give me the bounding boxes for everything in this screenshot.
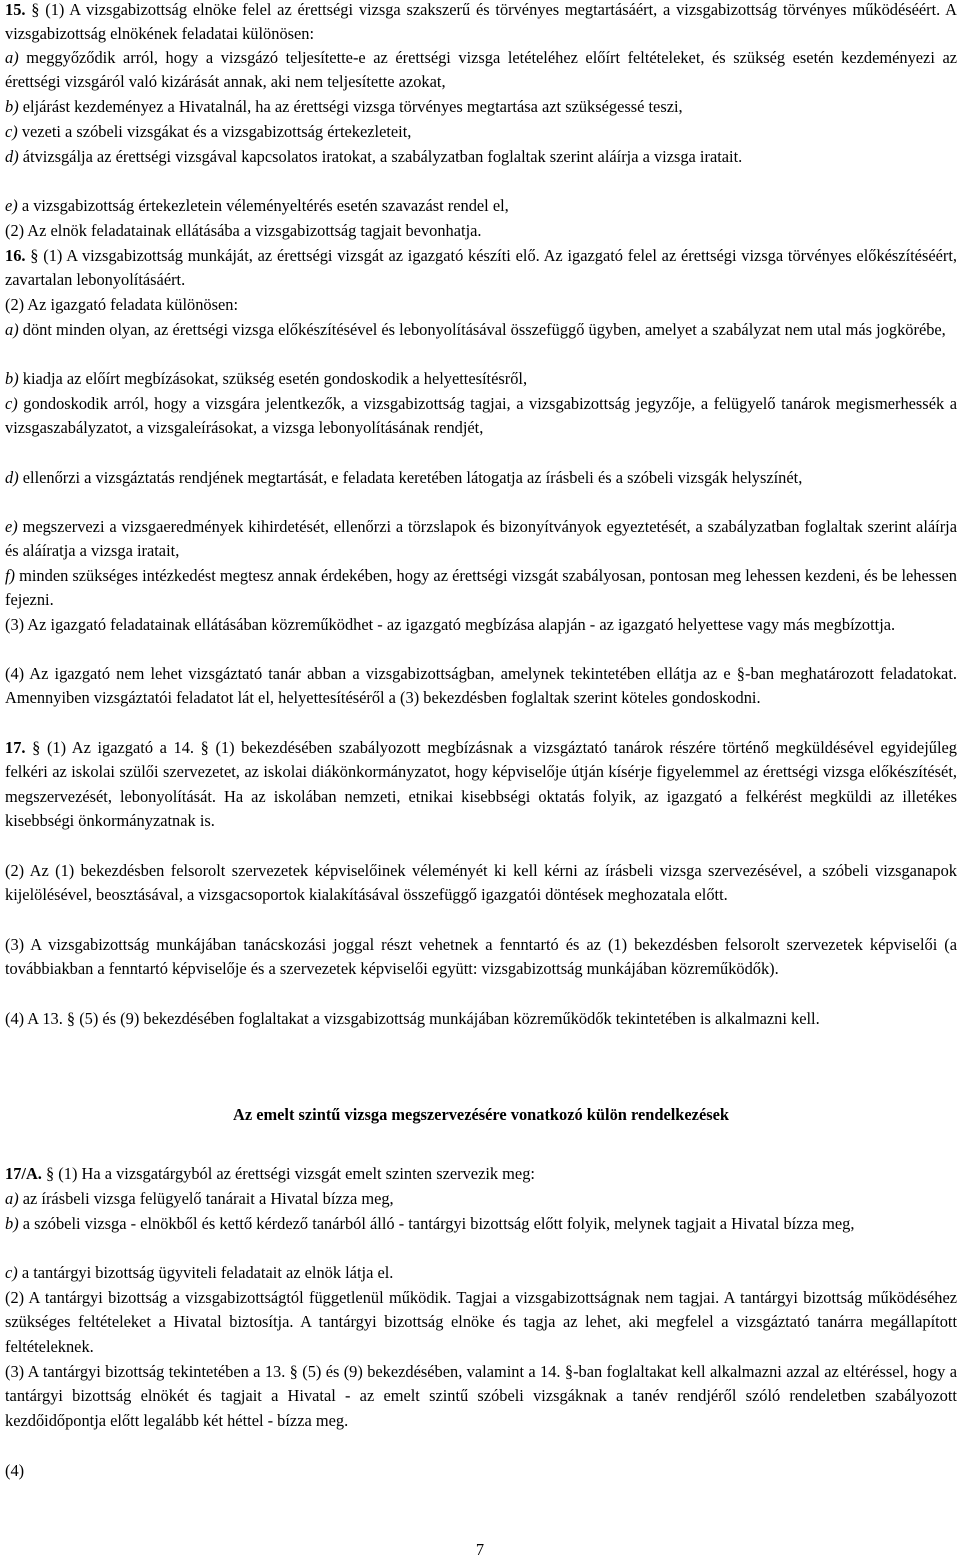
section-16-item-f: f) minden szükséges intézkedést megtesz annak érdekében, hogy az érettségi vizsgát szabályosan, pontosan meg lehessen kezdeni, és be lehessen fejezni. — [5, 566, 957, 610]
section-16-para-4: (4) Az igazgató nem lehet vizsgáztató tanár abban a vizsgabizottságban, amelynek tekintetében ellátja az e §-ban meghatározott feladatokat. Amennyiben vizsgáztatói feladatot lát el, helyettesítéséről a (3) bekezdésben foglaltak szerint köteles gondoskodni. — [5, 664, 957, 708]
section-17a-item-a: a) az írásbeli vizsga felügyelő tanárait a Hivatal bízza meg, — [5, 1189, 394, 1208]
section-number: 15. — [5, 0, 26, 19]
section-sign: § — [46, 1164, 55, 1183]
section-15-item-b: b) eljárást kezdeményez a Hivatalnál, ha az érettségi vizsga törvényes megtartása azt szükségessé teszi, — [5, 97, 683, 116]
section-15-item-d: d) átvizsgálja az érettségi vizsgával kapcsolatos iratokat, a szabályzatban foglaltak szerint aláírja a vizsga iratait. — [5, 147, 743, 166]
section-16-item-a: a) dönt minden olyan, az érettségi vizsga előkészítésével és lebonyolításával összefüggő ügyben, amelyet a szabályzat nem utal más jogkörébe, — [5, 320, 946, 339]
section-17a-para-2: (2) A tantárgyi bizottság a vizsgabizottságtól függetlenül működik. Tagjai a vizsgabizottságnak nem tagjai. A tantárgyi bizottság működéséhez szükséges feltételeket a Hivatal biztosítja. A tantárgyi bizottság elnöke és tagja az lehet, aki megfelel a vizsgáztató tanárra megállapított feltételeknek. — [5, 1288, 957, 1356]
section-16-para-1: 16. § (1) A vizsgabizottság munkáját, az érettségi vizsgát az igazgató készíti elő. Az igazgató felel az érettségi vizsga törvényes előkészítéséért, zavartalan lebonyolításáért. — [5, 246, 957, 290]
section-17-para-2: (2) Az (1) bekezdésben felsorolt szervezetek képviselőinek véleményét ki kell kérni az írásbeli vizsga szervezésével, a szóbeli vizsganapok kijelölésével, beosztásával, a vizsgacsoportok kialakításával összefüggő igazgatói döntések meghozatala előtt. — [5, 861, 957, 905]
section-17-para-1: 17. § (1) Az igazgató a 14. § (1) bekezdésében szabályozott megbízásnak a vizsgáztató tanárok részére történő megküldésével egyidejűleg felkéri az iskolai szülői szervezetet, az iskolai diákönkormányzatot, hogy képviselője útján kísérje figyelemmel az érettségi vizsga előkészítését, megszervezését, lebonyolítását. Ha az iskolában nemzeti, etnikai kisebbségi oktatás folyik, az igazgató a felkérést megküldi az illetékes kisebbségi önkormányzatnak is. — [5, 738, 957, 831]
section-17a-item-c: c) a tantárgyi bizottság ügyviteli feladatait az elnök látja el. — [5, 1263, 394, 1282]
section-16-para-2: (2) Az igazgató feladata különösen: — [5, 295, 239, 314]
section-sign: § — [30, 246, 39, 265]
section-15-item-e: e) a vizsgabizottság értekezletein véleményeltérés esetén szavazást rendel el, — [5, 196, 509, 215]
section-number: 16. — [5, 246, 26, 265]
section-sign: § — [31, 0, 40, 19]
section-17a-item-b: b) a szóbeli vizsga - elnökből és kettő kérdező tanárból álló - tantárgyi bizottság előtt folyik, melynek tagjait a Hivatal bízza meg, — [5, 1214, 855, 1233]
section-16-para-3: (3) Az igazgató feladatainak ellátásában közreműködhet - az igazgató megbízása alapján - az igazgató helyettese vagy más megbízottja. — [5, 615, 896, 634]
section-15-item-a: a) meggyőződik arról, hogy a vizsgázó teljesítette-e az érettségi vizsga letételéhez előírt feltételeket, és szükség esetén kezdeményezi az érettségi vizsgáról való kizárását annak, aki nem teljesítette azokat, — [5, 48, 957, 92]
section-15-para-2: (2) Az elnök feladatainak ellátásába a vizsgabizottság tagjait bevonhatja. — [5, 221, 482, 240]
section-17a-para-4: (4) — [5, 1461, 25, 1480]
section-16-item-c: c) gondoskodik arról, hogy a vizsgára jelentkezők, a vizsgabizottság tagjai, a vizsgabizottság jegyzője, a felügyelő tanárok megismerhessék a vizsgaszabályzatot, a vizsgaleírásokat, a vizsga lebonyolításának rendjét, — [5, 394, 957, 438]
section-16-item-e: e) megszervezi a vizsgaeredmények kihirdetését, ellenőrzi a törzslapok és bizonyítványok egyeztetését, a szabályzatban foglaltak szerint aláírja és aláíratja a vizsga iratait, — [5, 517, 957, 561]
section-number: 17. — [5, 738, 26, 757]
section-17a-para-3: (3) A tantárgyi bizottság tekintetében a 13. § (5) és (9) bekezdésében, valamint a 14. §-ban foglaltakat kell alkalmazni azzal az eltéréssel, hogy a tantárgyi bizottság elnökét és tagjait a Hivatal - az emelt szintű szóbeli vizsgáknak a tanév rendjéről szóló rendeletben szabályozott kezdőidőpontja előtt legalább két héttel - bízza meg. — [5, 1362, 957, 1430]
section-number: 17/A. — [5, 1164, 42, 1183]
section-17a-para-1: 17/A. § (1) Ha a vizsgatárgyból az érettségi vizsgát emelt szinten szervezik meg: — [5, 1164, 535, 1183]
section-15-para-1: 15. § (1) A vizsgabizottság elnöke felel az érettségi vizsga szakszerű és törvényes megtartásáért, a vizsgabizottság törvényes működéséért. A vizsgabizottság elnökének feladatai különösen: — [5, 0, 957, 44]
section-15-item-c: c) vezeti a szóbeli vizsgákat és a vizsgabizottság értekezleteit, — [5, 122, 412, 141]
page-number: 7 — [475, 1540, 485, 1559]
section-17-para-3: (3) A vizsgabizottság munkájában tanácskozási joggal részt vehetnek a fenntartó és az (1) bekezdésben felsorolt szervezetek képviselői (a továbbiakban a fenntartó képviselője és a szervezetek képviselői együtt: vizsgabizottság munkájában közreműködők). — [5, 935, 957, 979]
section-16-item-b: b) kiadja az előírt megbízásokat, szükség esetén gondoskodik a helyettesítésről, — [5, 369, 528, 388]
section-heading: Az emelt szintű vizsga megszervezésére vonatkozó külön rendelkezések — [232, 1105, 730, 1124]
section-17-para-4: (4) A 13. § (5) és (9) bekezdésében foglaltakat a vizsgabizottság munkájában közreműködők tekintetében is alkalmazni kell. — [5, 1009, 820, 1028]
section-sign: § — [32, 738, 41, 757]
section-16-item-d: d) ellenőrzi a vizsgáztatás rendjének megtartását, e feladata keretében látogatja az írásbeli és a szóbeli vizsgák helyszínét, — [5, 468, 803, 487]
